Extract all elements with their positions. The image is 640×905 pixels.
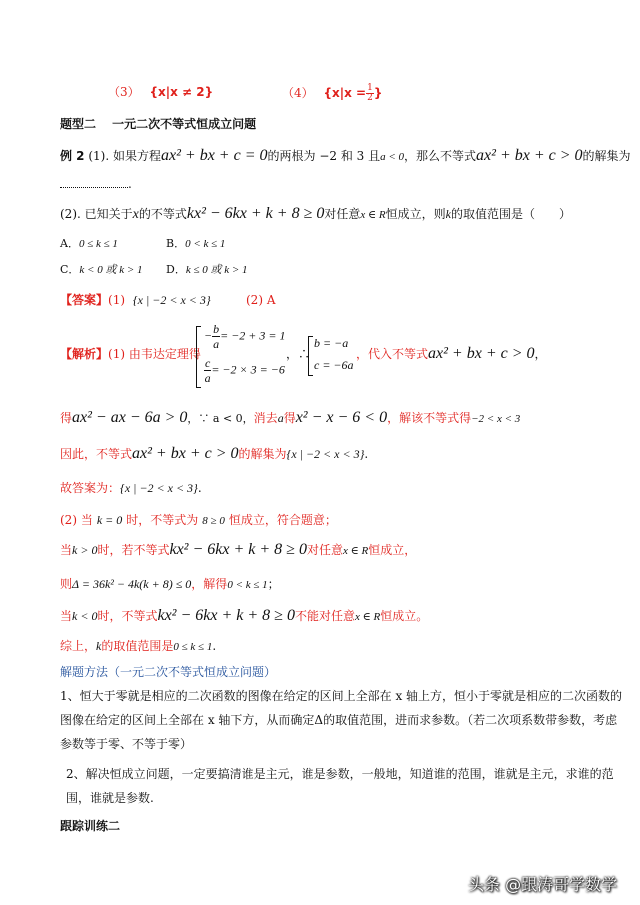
answer-blank-line bbox=[60, 176, 132, 192]
line9-b: 的取值范围是 bbox=[101, 639, 174, 653]
option-4-set-prefix: {x|x = bbox=[323, 86, 367, 100]
line4-end: . bbox=[197, 481, 202, 495]
choice-a bbox=[60, 236, 118, 252]
analysis-line1-prefix-text: (1) 由韦达定理得 bbox=[108, 347, 201, 361]
choice-a-text: 0 ≤ k ≤ 1 bbox=[78, 238, 118, 250]
example-p2-mid: 的不等式 bbox=[138, 207, 187, 221]
sys1-r1-num: b bbox=[213, 322, 220, 336]
line9-range: 0 ≤ k ≤ 1 bbox=[173, 641, 213, 653]
line8-a: 当 bbox=[60, 609, 73, 623]
choice-d-label: D． bbox=[166, 263, 186, 276]
analysis-line1-ineq: ax² + bx + c > 0 bbox=[428, 345, 535, 362]
line4-set: {x | −2 < x < 3} bbox=[120, 481, 198, 495]
example-p1-suffix: 的解集为 bbox=[582, 149, 631, 163]
example-p2-k: k bbox=[445, 207, 451, 221]
line2-a-var: a bbox=[277, 411, 284, 425]
line5-c: 恒成立，符合题意； bbox=[228, 513, 337, 527]
example-p1-mid2: ，那么不等式 bbox=[404, 149, 477, 163]
line2-b: ，∵ a < 0， bbox=[187, 412, 254, 425]
example-label: 例 2 bbox=[60, 149, 85, 163]
choice-a-label: A． bbox=[60, 237, 79, 250]
analysis-line3 bbox=[60, 446, 368, 462]
analysis-tag: 【解析】 bbox=[60, 347, 109, 361]
choice-c-label: C． bbox=[60, 263, 80, 276]
line7-end: ； bbox=[267, 577, 280, 591]
line9-a: 综上， bbox=[60, 639, 97, 653]
line8-c: 不能对任意 bbox=[294, 609, 355, 623]
example-p2-mid3: 恒成立，则 bbox=[385, 207, 446, 221]
inequality-1: ax² + bx + c > 0 bbox=[476, 147, 583, 164]
example-p2-var: x bbox=[132, 207, 139, 222]
choice-c-text: k < 0 或 k > 1 bbox=[79, 264, 143, 276]
option-3-set: {x|x ≠ 2} bbox=[149, 85, 214, 99]
choice-b-label: B． bbox=[166, 237, 186, 250]
line3-a: 因此，不等式 bbox=[60, 447, 133, 461]
therefore: ，∴ bbox=[286, 347, 311, 361]
choice-d bbox=[166, 262, 248, 278]
option-3 bbox=[108, 84, 213, 100]
analysis-line5 bbox=[60, 512, 337, 529]
analysis-line2 bbox=[60, 410, 520, 427]
method-point-1: 1、恒大于零就是相应的二次函数的图像在给定的区间上全部在 x 轴上方，恒小于零就是相应的二次函数的图像在给定的区间上全部在 x 轴下方，从而确定Δ的取值范围，进而求参数。（若二次项系数带参数，考虑参数等于零、不等于零） bbox=[60, 689, 623, 751]
option-3-label: （3） bbox=[108, 85, 140, 99]
line2-range: −2 < x < 3 bbox=[471, 413, 521, 425]
example-p1-prefix: (1). 如果方程 bbox=[88, 149, 161, 163]
answer-tag: 【答案】 bbox=[60, 293, 109, 307]
example-p2-prefix: (2). 已知关于 bbox=[60, 207, 133, 221]
line6-k: k > 0 bbox=[72, 543, 98, 557]
equation-1: ax² + bx + c = 0 bbox=[161, 147, 268, 164]
sys1-r1-frac bbox=[212, 322, 220, 351]
line8-d: 恒成立。 bbox=[380, 609, 429, 623]
option-4-label: （4） bbox=[282, 86, 314, 100]
example-p2-suffix: 的取值范围是（ ） bbox=[450, 207, 571, 221]
choice-d-text: k ≤ 0 或 k > 1 bbox=[185, 264, 248, 276]
sys1-r1-pre: − bbox=[204, 328, 213, 343]
analysis-line1-end: ， bbox=[534, 347, 547, 361]
sys1-r1-den: a bbox=[213, 337, 220, 351]
option-4-fraction bbox=[366, 84, 374, 103]
line4-a: 故答案为： bbox=[60, 481, 121, 495]
followup-title: 跟踪训练二 bbox=[60, 819, 121, 833]
analysis-line8 bbox=[60, 608, 428, 625]
answer-blank bbox=[60, 177, 128, 188]
system-1-brace bbox=[196, 326, 201, 388]
system-1-row-1 bbox=[204, 322, 286, 351]
line3-b: 的解集为 bbox=[238, 447, 287, 461]
example-part2 bbox=[60, 206, 571, 223]
blank-period: . bbox=[128, 177, 132, 191]
sys1-r2-post: = −2 × 3 = −6 bbox=[211, 362, 285, 377]
line6-dom: x ∈ R bbox=[342, 545, 369, 557]
example-part1 bbox=[60, 148, 631, 165]
line5-ineq: 8 ≥ 0 bbox=[202, 515, 225, 527]
line8-b: 时，不等式 bbox=[97, 609, 158, 623]
example-p1-mid: 的两根为 −2 和 3 且 bbox=[267, 149, 381, 163]
section-title: 题型二 一元二次不等式恒成立问题 bbox=[60, 117, 257, 131]
line3-ineq: ax² + bx + c > 0 bbox=[132, 445, 239, 462]
line8-k: k < 0 bbox=[72, 609, 98, 623]
sys1-r1-post: = −2 + 3 = 1 bbox=[220, 328, 286, 343]
method-title: 解题方法（一元二次不等式恒成立问题） bbox=[60, 665, 277, 679]
example-p2-domain: x ∈ R bbox=[360, 209, 386, 221]
system-1-row-2 bbox=[204, 356, 285, 385]
line6-ineq: kx² − 6kx + k + 8 ≥ 0 bbox=[169, 541, 307, 558]
line2-a: 得 bbox=[60, 411, 73, 425]
inequality-2: kx² − 6kx + k + 8 ≥ 0 bbox=[186, 205, 325, 222]
line2-eq2: x² − x − 6 < 0 bbox=[295, 409, 388, 426]
sys1-r2-num: c bbox=[205, 356, 211, 370]
line7-b: ，解得 bbox=[191, 577, 228, 591]
choice-c bbox=[60, 262, 143, 278]
analysis-line6 bbox=[60, 542, 416, 559]
system-2-brace bbox=[308, 336, 313, 376]
line3-set: {x | −2 < x < 3} bbox=[286, 447, 365, 461]
line6-c: 对任意 bbox=[306, 543, 343, 557]
line6-b: 时，若不等式 bbox=[97, 543, 170, 557]
line2-d: 得 bbox=[283, 411, 296, 425]
analysis-line7 bbox=[60, 576, 280, 593]
option-4-set-suffix: } bbox=[373, 86, 383, 100]
line2-eq: ax² − ax − 6a > 0 bbox=[72, 409, 188, 426]
system-2-row-1: b = −a bbox=[314, 336, 349, 350]
answer-p2: (2) A bbox=[246, 293, 276, 307]
option-4-numerator: 1 bbox=[367, 83, 373, 93]
line8-ineq: kx² − 6kx + k + 8 ≥ 0 bbox=[157, 607, 295, 624]
line5-b: 时，不等式为 bbox=[126, 513, 199, 527]
line3-end: . bbox=[364, 447, 369, 461]
analysis-line4 bbox=[60, 480, 202, 496]
line6-a: 当 bbox=[60, 543, 73, 557]
sys1-r2-den: a bbox=[204, 371, 211, 385]
analysis-line9 bbox=[60, 638, 216, 655]
answer-line bbox=[60, 292, 211, 308]
line2-c: 消去 bbox=[253, 411, 278, 425]
line9-end: . bbox=[212, 639, 217, 653]
choice-b-text: 0 < k ≤ 1 bbox=[185, 238, 226, 250]
analysis-line1-suffix bbox=[356, 346, 547, 362]
choice-b bbox=[166, 236, 225, 252]
line7-a: 则 bbox=[60, 577, 73, 591]
line5-k: k = 0 bbox=[96, 513, 123, 527]
analysis-line1-suffix-text: ，代入不等式 bbox=[356, 347, 429, 361]
line7-eq: Δ = 36k² − 4k(k + 8) ≤ 0 bbox=[72, 577, 192, 591]
method-point-2: 2、解决恒成立问题，一定要搞清谁是主元，谁是参数，一般地，知道谁的范围，谁就是主元，求谁的范围，谁就是参数. bbox=[66, 767, 614, 805]
line2-e: ，解该不等式得 bbox=[387, 411, 472, 425]
answer-p1-label: (1) bbox=[108, 293, 126, 307]
line8-dom: x ∈ R bbox=[354, 611, 381, 623]
answer-p1-set: {x | −2 < x < 3} bbox=[132, 293, 211, 307]
watermark: 头条 @跟涛哥学数学 bbox=[468, 875, 618, 894]
analysis-line1-prefix bbox=[60, 346, 201, 362]
line7-range: 0 < k ≤ 1 bbox=[227, 579, 268, 591]
system-2-row-2: c = −6a bbox=[314, 358, 354, 372]
line9-k: k bbox=[96, 639, 102, 653]
option-4-denominator: 2 bbox=[367, 93, 373, 103]
line6-d: 恒成立， bbox=[368, 543, 417, 557]
line5-a: (2) 当 bbox=[60, 513, 93, 527]
option-4 bbox=[282, 84, 382, 103]
condition-a: a < 0 bbox=[380, 151, 405, 163]
example-p2-mid2: 对任意 bbox=[324, 207, 361, 221]
